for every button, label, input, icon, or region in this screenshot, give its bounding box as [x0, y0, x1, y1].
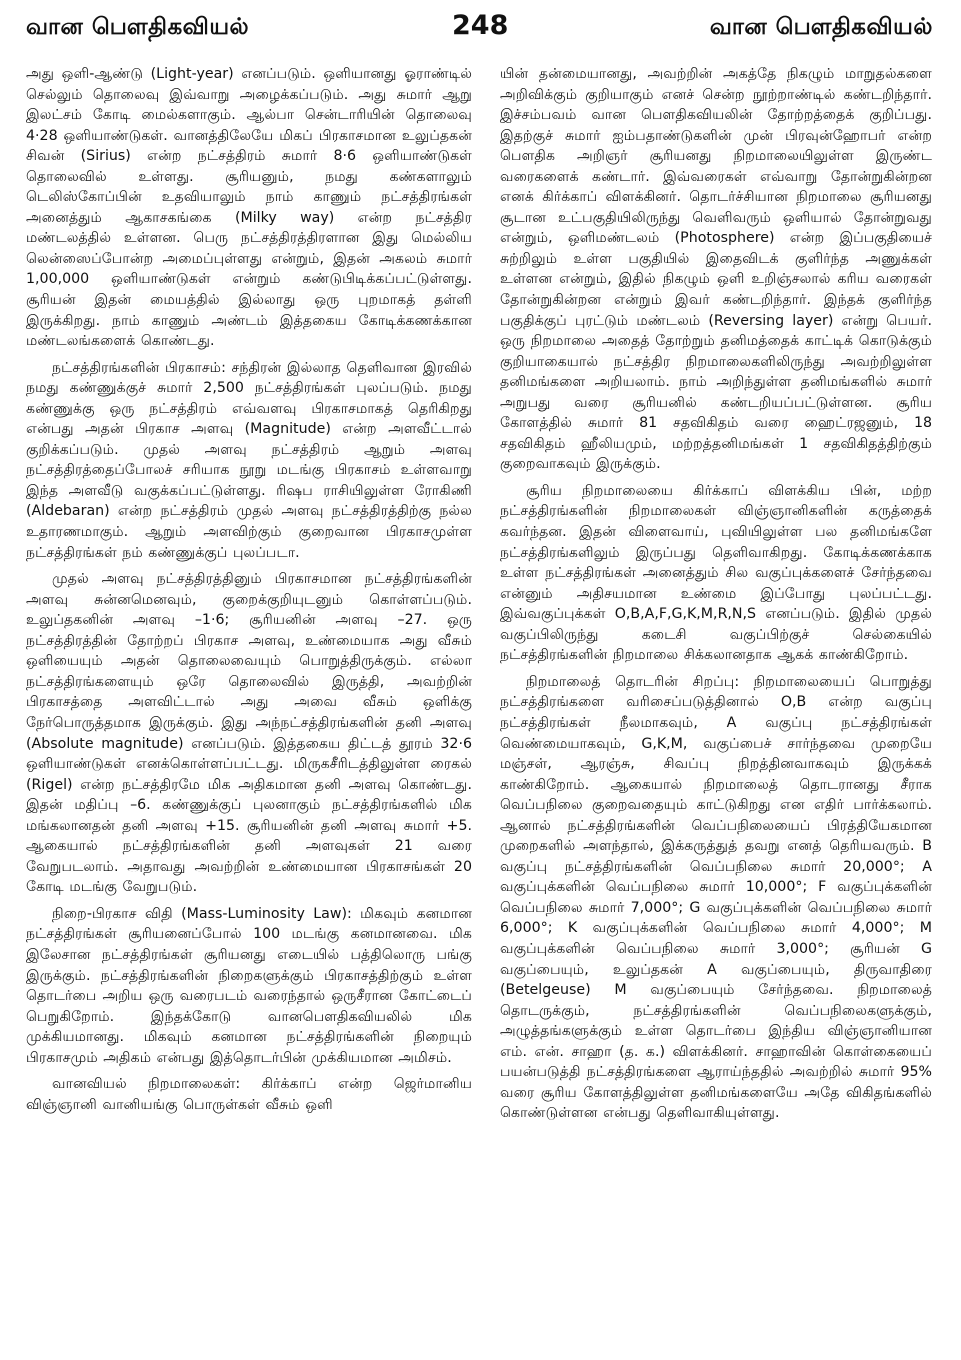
paragraph-text: கிர்க்காப் என்ற ஜெர்மானிய விஞ்ஞானி வானியங்கு பொருள்கள் வீசும் ஒளி [26, 1076, 472, 1113]
left-column [26, 64, 472, 1121]
running-title-right: வான பௌதிகவியல் [709, 14, 933, 40]
paragraph-spectra [26, 1074, 472, 1115]
section-heading-mass-luminosity: நிறை-பிரகாச விதி (Mass-Luminosity Law): [52, 905, 352, 922]
page-number: 248 [452, 10, 509, 41]
paragraph-text: நிறமாலையைப் பொறுத்து நட்சத்திரங்களை வரிசைப்படுத்தினால் O,B என்ற வகுப்பு நட்சத்திரங்கள் நீலமாகவும், A வகுப்பு நட்சத்திரங்கள் வெண்மையாகவும், G,K,M, வகுப்பைச் சார்ந்தவை முறையே மஞ்சள், ஆரஞ்சு, சிவப்பு நிறத்தினவாகவும் இருக்கக் காண்கிறோம். ஆகையால் நிறமாலைத் தொடரானது சீராக வெப்பநிலை குறைவதையும் காட்டுகிறது என எதிர் பார்க்கலாம். ஆனால் நட்சத்திரங்களின் வெப்பநிலையைப் பிரத்தியேகமான முறைகளில் அளந்தால், இக்கருத்துத் தவறு எனத் தெரியவரும். B வகுப்பு நட்சத்திரங்களின் வெப்பநிலை சுமார் 20,000°; A வகுப்புக்களின் வெப்பநிலை சுமார் 10,000°; F வகுப்புக்களின் வெப்பநிலை சுமார் 7,000°; G வகுப்புக்களின் வெப்பநிலை சுமார் 6,000°; K வகுப்புக்களின் வெப்பநிலை சுமார் 4,000°; M வகுப்புக்களின் வெப்பநிலை சுமார் 3,000°; சூரியன் G வகுப்பையும், உலுப்தகன் A வகுப்பையும், திருவாதிரை (Betelgeuse) M வகுப்பையும் சேர்ந்தவை. நிறமாலைத் தொடருக்கும், நட்சத்திரங்களின் வெப்பநிலைகளுக்கும், அழுத்தங்களுக்கும் உள்ள தொடர்பை இந்திய விஞ்ஞானியான எம். என். சாஹா (த. க.) விளக்கினர். சாஹாவின் கொள்கையைப் பயன்படுத்தி நட்சத்திரங்களை ஆராய்ந்ததில் அவற்றில் சுமார் 95% வரை சூரிய கோளத்திலுள்ள தனிமங்களையே அதே விகிதங்களில் கொண்டுள்ளன என்பது தெளிவாகியுள்ளது. [500, 673, 932, 1122]
paragraph-star-brightness [26, 358, 472, 563]
paragraph-absolute-magnitude: முதல் அளவு நட்சத்திரத்தினும் பிரகாசமான நட்சத்திரங்களின் அளவு சுன்னமெனவும், குறைக்குறியுடனும் கொள்ளப்படும். உலுப்தகனின் அளவு –1·6; சூரியனின் அளவு –27. ஒரு நட்சத்திரத்தின் தோற்றப் பிரகாச அளவு, உண்மையாக அது வீசும் ஒளியையும் அதன் தொலைவையும் பொறுத்திருக்கும். எல்லா நட்சத்திரங்களையும் ஒரே தொலைவில் இருத்தி, அவற்றின் பிரகாசத்தை அளவிட்டால் அது அவை வீசும் ஒளிக்கு நேர்பொருத்தமாக இருக்கும். இது அந்நட்சத்திரங்களின் தனி அளவு (Absolute magnitude) எனப்படும். இத்தகைய திட்டத் தூரம் 32·6 ஒளியாண்டுகள் எனக்கொள்ளப்பட்டது. மிருகசீரிடத்திலுள்ள ரைகல் (Rigel) என்ற நட்சத்திரமே மிக அதிகமான தனி அளவு கொண்டது. இதன் மதிப்பு –6. கண்ணுக்குப் புலனாகும் நட்சத்திரங்களில் மிக மங்கலானதன் தனி அளவு +15. சூரியனின் தனி அளவு சுமார் +5. ஆகையால் நட்சத்திரங்களின் தனி அளவுகள் 21 வரை வேறுபடலாம். அதாவது அவற்றின் உண்மையான பிரகாசங்கள் 20 கோடி மடங்கு வேறுபடும். [26, 571, 472, 896]
paragraph-spectral-classes: சூரிய நிறமாலையை கிர்க்காப் விளக்கிய பின், மற்ற நட்சத்திரங்களின் நிறமாலைகள் விஞ்ஞானிகளின் கருத்தைக் கவர்ந்தன. இதன் விளைவாய், புவியிலுள்ள பல தனிமங்களே நட்சத்திரங்களிலும் இருப்பது தெளிவாகிறது. கோடிக்கணக்காக உள்ள நட்சத்திரங்கள் அனைத்தும் சில வகுப்புக்களைச் சேர்ந்தவை என்னும் அதிசயமான உண்மை இப்போது புலப்பட்டது. இவ்வகுப்புக்கள் O,B,A,F,G,K,M,R,N,S எனப்படும். இதில் முதல் வகுப்பிலிருந்து கடைசி வகுப்பிற்குச் செல்கையில் நட்சத்திரங்களின் நிறமாலை சிக்கலானதாக ஆகக் காண்கிறோம். [500, 482, 932, 664]
section-heading-brightness: நட்சத்திரங்களின் பிரகாசம்: [52, 359, 226, 376]
paragraph-mass-luminosity [26, 904, 472, 1068]
paragraph-text: மிகவும் கனமான நட்சத்திரங்கள் சூரியனைப்போல் 100 மடங்கு கனமானவை. மிக இலேசான நட்சத்திரங்கள் சூரியனது எடையில் பத்திலொரு பங்கு இருக்கும். நட்சத்திரங்களின் நிறைகளுக்கும் பிரகாசத்திற்கும் உள்ள தொடர்பை அறிய ஒரு வரைபடம் வரைந்தால் ஒருசீரான கோட்டைப் பெறுகிறோம். இந்தக்கோடு வானபௌதிகவியலில் மிக முக்கியமானது. மிகவும் கனமான நட்சத்திரங்களின் நிறையும் பிரகாசமும் அதிகம் என்பது இத்தொடர்பின் முக்கியமான அமிசம். [26, 905, 472, 1066]
section-heading-spectra: வானவியல் நிறமாலைகள்: [52, 1076, 241, 1093]
paragraph-text: சந்திரன் இல்லாத தெளிவான இரவில் நமது கண்ணுக்குச் சுமார் 2,500 நட்சத்திரங்கள் புலப்படும். நமது கண்ணுக்கு ஒரு நட்சத்திரம் எவ்வளவு பிரகாசமாகத் தெரிகிறது என்பது அதன் பிரகாச அளவு (Magnitude) என்ற அளவீட்டால் குறிக்கப்படும். முதல் அளவு நட்சத்திரம் ஆறும் அளவு நட்சத்திரத்தைப்போலச் சரியாக நூறு மடங்கு பிரகாசம் உள்ளவாறு இந்த அளவீடு வகுக்கப்பட்டுள்ளது. ரிஷப ராசியிலுள்ள ரோகிணி (Aldebaran) என்ற நட்சத்திரம் முதல் அளவு நட்சத்திரத்திற்கு நல்ல உதாரணமாகும். ஆறும் அளவிற்கும் குறைவான பிரகாசமுள்ள நட்சத்திரங்கள் நம் கண்ணுக்குப் புலப்படா. [26, 359, 472, 561]
section-heading-spectral-sequence: நிறமாலைத் தொடரின் சிறப்பு: [526, 673, 740, 690]
running-title-left: வான பௌதிகவியல் [26, 14, 250, 40]
page-header [0, 0, 961, 52]
paragraph-spectral-sequence [500, 672, 932, 1124]
right-column [500, 64, 932, 1130]
paragraph-light-year: அது ஒளி-ஆண்டு (Light-year) எனப்படும். ஒளியானது ஓராண்டில் செல்லும் தொலைவு இவ்வாறு அழைக்கப்படும். அது சுமார் ஆறு இலட்சம் கோடி மைல்களாகும். ஆல்பா சென்டாரியின் தொலைவு 4·28 ஒளியாண்டுகள். வானத்திலேயே மிகப் பிரகாசமான உலுப்தகன் சிவன் (Sirius) என்ற நட்சத்திரம் சுமார் 8·6 ஒளியாண்டுகள் தொலைவில் உள்ளது. சூரியனும், நமது கண்களாலும் டெலிஸ்கோப்பின் உதவியாலும் நாம் காணும் நட்சத்திரங்கள் அனைத்தும் ஆகாசகங்கை (Milky way) என்ற நட்சத்திர மண்டலத்தில் உள்ளன. பெரு நட்சத்திரத்திரளான இது மெல்லிய லென்ஸைப்போன்ற அமைப்புள்ளது என்றும், இதன் அகலம் சுமார் 1,00,000 ஒளியாண்டுகள் என்றும் கண்டுபிடிக்கப்பட்டுள்ளது. சூரியன் இதன் மையத்தில் இல்லாது ஒரு புறமாகத் தள்ளி இருக்கிறது. நாம் காணும் அண்டம் இத்தகைய கோடிக்கணக்கான மண்டலங்களைக் கொண்டது. [26, 66, 472, 350]
paragraph-kirchhoff: யின் தன்மையானது, அவற்றின் அகத்தே நிகழும் மாறுதல்களை அறிவிக்கும் குறியாகும் எனச் சென்ற நூற்றாண்டில் கண்டறிந்தார். இச்சம்பவம் வான பௌதிகவியலின் தோற்றத்தைக் குறிப்பது. இதற்குச் சுமார் ஐம்பதாண்டுகளின் முன் பிரவுன்ஹோபர் என்ற பௌதிக அறிஞர் சூரியனது நிறமாலையிலுள்ள இருண்ட வரைகளைக் கண்டார். இவ்வரைகள் எவ்வாறு தோன்றுகின்றன எனக் கிர்க்காப் விளக்கினர். தொடர்ச்சியான நிறமாலை சூரியனது சூடான உட்பகுதியிலிருந்து வெளிவரும் ஒளியால் தோன்றுவது என்றும், ஒளிமண்டலம் (Photosphere) என்ற இப்பகுதியைச் சுற்றிலும் உள்ள பகுதியில் இதைவிடக் குளிர்ந்த அணுக்கள் உள்ளன என்றும், இதில் நிகழும் ஒளி உறிஞ்சலால் கரிய வரைகள் தோன்றுகின்றன என்றும் இவர் கண்டறிந்தார். இந்தக் குளிர்ந்த பகுதிக்குப் புரட்டும் மண்டலம் (Reversing layer) என்று பெயர். ஒரு நிறமாலை அதைத் தோற்றும் தனிமத்தைக் காட்டிக் கொடுக்கும் குறியாகையால் நட்சத்திர நிறமாலைகளிலிருந்து அவற்றிலுள்ள தனிமங்களை அறியலாம். நாம் அறிந்துள்ள தனிமங்களில் சுமார் அறுபது வரை சூரியனில் கண்டறியப்பட்டுள்ளன. சூரிய கோளத்தில் சுமார் 81 சதவிகிதம் வரை ஹைட்ரஜனும், 18 சதவிகிதம் ஹீலியமும், மற்றத்தனிமங்கள் 1 சதவிகிதத்திற்கும் குறைவாகவும் இருக்கும். [500, 66, 932, 473]
